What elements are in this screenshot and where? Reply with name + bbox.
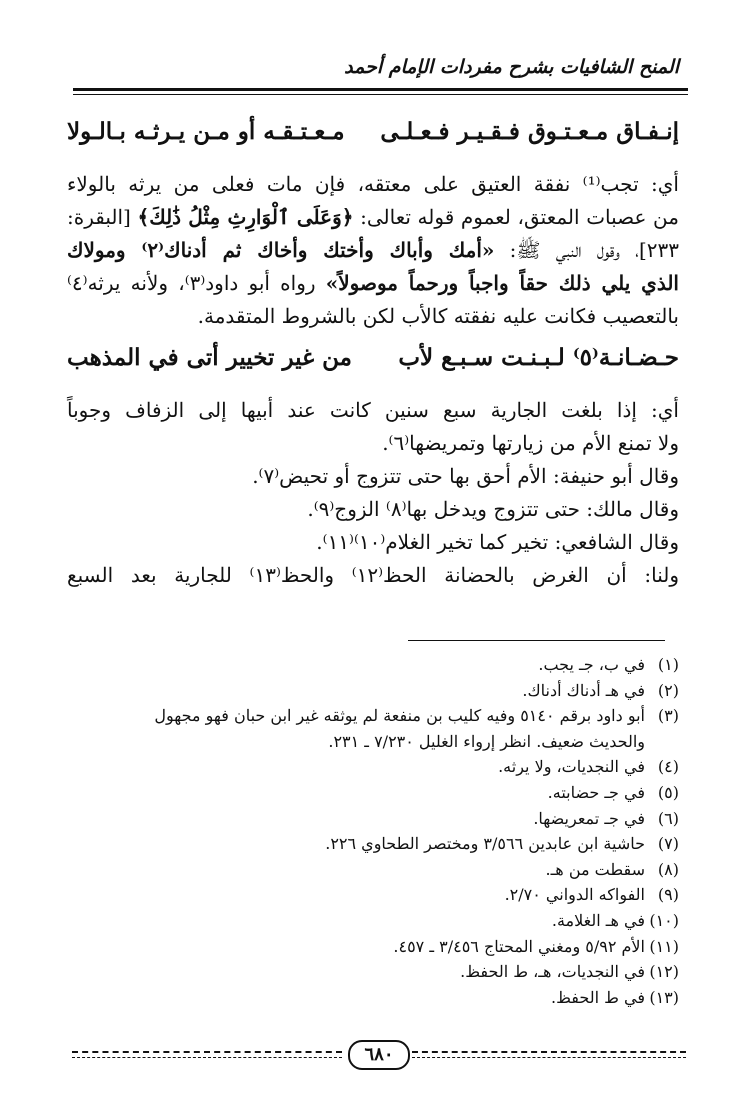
- footnote: [67, 703, 679, 729]
- para-1-line-5: بالتعصيب فكانت عليه نفقته كالأب لكن بالشروط المتقدمة.: [197, 304, 679, 328]
- verse-1-hemistich-left: مـعـتـقـه أو مـن يـرثـه بـالـولا: [67, 118, 345, 145]
- para-1-line-1: أي: تجب⁽¹⁾ نفقة العتيق على معتقه، فإن مات فعلى من يرثه بالولاء: [67, 172, 679, 196]
- verse-1-hemistich-right: إنـفـاق مـعـتـوق فـقـيـر فـعـلـى: [380, 118, 679, 145]
- footnote-number: (١٠): [649, 910, 679, 930]
- footnote-number: (١٣): [649, 987, 679, 1007]
- para-2-line-3: وقال أبو حنيفة: الأم أحق بها حتى تتزوج أو تحيض⁽٧⁾.: [252, 464, 679, 488]
- footnote-text: سقطت من هـ.: [545, 859, 645, 879]
- footer-dash-right-2: [412, 1057, 686, 1058]
- footer-dash-right: [412, 1051, 686, 1053]
- footnote-number: (٥): [657, 782, 679, 802]
- footer-dash-left-2: [72, 1057, 342, 1058]
- para-2-line-4: وقال مالك: حتى تتزوج ويدخل بها⁽٨⁾ الزوج⁽٩⁾.: [307, 497, 679, 521]
- para-1-line-3: [67, 234, 679, 267]
- footnote-text: في هـ أدناك أدناك.: [522, 680, 645, 700]
- footnote: [67, 806, 679, 832]
- para-1-line-4-text: رواه أبو داود⁽٣⁾، ولأنه يرثه⁽٤⁾: [67, 271, 326, 295]
- footnote-number: (١١): [649, 936, 679, 956]
- hadith-text-1: «أمك وأباك وأختك وأخاك ثم أدناك⁽٢⁾ ومولاك: [67, 238, 495, 262]
- footnote-text: في جـ تمعريضها.: [533, 808, 645, 828]
- footnote-number: (٤): [657, 757, 679, 777]
- commentary-paragraph-2: [67, 394, 679, 592]
- header-rule-thin: [73, 94, 688, 95]
- footnote: [67, 652, 679, 678]
- quran-verse: ﴿وَعَلَى ٱلْوَارِثِ مِثْلُ ذَٰلِكَ﴾: [137, 205, 354, 229]
- footnote-number: (١): [657, 655, 679, 674]
- footnote-number: (٧): [657, 834, 679, 854]
- footnote: [67, 831, 679, 857]
- running-title: المنح الشافيات بشرح مفردات الإمام أحمد: [344, 56, 679, 78]
- para-1-line-2-text: من عصبات المعتق، لعموم قوله تعالى:: [353, 205, 679, 229]
- footnote: [67, 985, 679, 1011]
- footnotes: [67, 652, 679, 1010]
- footnote-number: (٨): [657, 859, 679, 879]
- footnote: [67, 934, 679, 960]
- footnote-number: (٢): [657, 680, 679, 700]
- footnote-text: أبو داود برقم ٥١٤٠ وفيه كليب بن منفعة لم يوثقه غير ابن حبان فهو مجهول: [154, 706, 645, 726]
- footnote-text: في هـ الغلامة.: [551, 910, 645, 930]
- footer-dash-left: [72, 1051, 342, 1053]
- footnote-separator: [408, 640, 665, 641]
- para-2-line-1: أي: إذا بلغت الجارية سبع سنين كانت عند أبيها إلى الزفاف وجوباً: [67, 398, 679, 422]
- para-1-line-2: [67, 201, 679, 234]
- commentary-paragraph-1: [67, 168, 679, 333]
- footnote-number: (٩): [657, 885, 679, 905]
- para-2-line-5: وقال الشافعي: تخير كما تخير الغلام⁽١٠⁾⁽١١⁾.: [316, 530, 679, 554]
- para-2-line-2: ولا تمنع الأم من زيارتها وتمريضها⁽٦⁾.: [382, 431, 679, 455]
- footnote-text: في النجديات، ولا يرثه.: [498, 757, 645, 777]
- para-1-line-4: [67, 267, 679, 300]
- footnote-number: (٣): [657, 706, 679, 726]
- verse-2-hemistich-left: من غير تخيير أتى في المذهب: [67, 344, 352, 371]
- footnote-number: (١٢): [649, 962, 679, 982]
- footnote-text: في ب، جـ يجب.: [538, 655, 645, 674]
- footnote: [67, 857, 679, 883]
- footnote-number: (٦): [657, 808, 679, 828]
- page-number: ٦٨٠: [348, 1040, 410, 1070]
- para-1-line-3-text: ٢٣٣]، وقول النبي ﷺ:: [494, 238, 679, 262]
- footnote-text: حاشية ابن عابدين ٣/٥٦٦ ومختصر الطحاوي ٢٢٦.: [325, 834, 645, 854]
- verse-line-1: [67, 118, 679, 145]
- verse-2-hemistich-right: حـضـانـة⁽٥⁾ لـبـنـت سـبـع لأب: [398, 344, 679, 371]
- footnote: [67, 908, 679, 934]
- hadith-text-2: الذي يلي ذلك حقاً واجباً ورحماً موصولاً»: [325, 271, 679, 295]
- footnote-text: الأم ٥/٩٢ ومغني المحتاج ٣/٤٥٦ ـ ٤٥٧.: [393, 936, 645, 956]
- footnote-text: في ط الحفظ.: [551, 987, 645, 1007]
- verse-line-2: [67, 344, 679, 371]
- footnote: [67, 678, 679, 704]
- footnote-continuation: [67, 729, 679, 755]
- footnote: [67, 780, 679, 806]
- footnote: [67, 882, 679, 908]
- footnote-text: الفواكه الدواني ٢/٧٠.: [504, 885, 645, 905]
- footnote-text: في جـ حضابته.: [547, 782, 645, 802]
- footnote-text: في النجديات، هـ، ط الحفظ.: [460, 962, 645, 982]
- footnote: [67, 959, 679, 985]
- footnote-text: والحديث ضعيف. انظر إرواء الغليل ٧/٢٣٠ ـ ٢٣١.: [328, 731, 645, 751]
- para-2-line-6: ولنا: أن الغرض بالحضانة الحظ⁽١٢⁾ والحظ⁽١٣⁾ للجارية بعد السبع: [67, 563, 679, 587]
- page-footer: [72, 1040, 686, 1070]
- footnote: [67, 754, 679, 780]
- header-rule-thick: [73, 88, 688, 91]
- para-1-line-2-ref: [البقرة:: [67, 205, 138, 229]
